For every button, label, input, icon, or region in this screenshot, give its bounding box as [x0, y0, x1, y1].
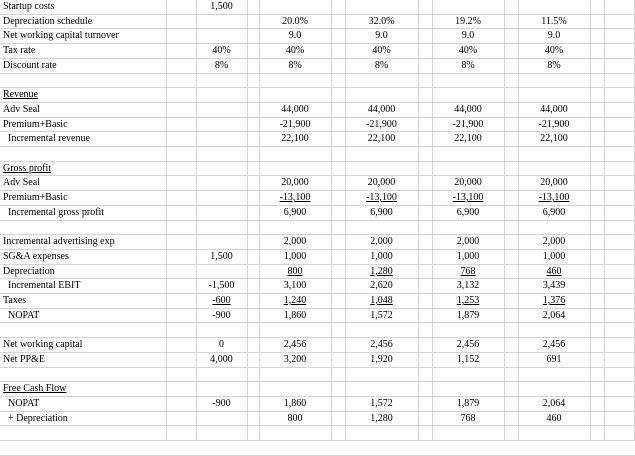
row-label[interactable]: Net working capital	[3, 339, 83, 350]
row-label[interactable]: Net working capital turnover	[3, 30, 119, 41]
value-cell[interactable]: 1,240	[283, 295, 307, 306]
value-cell[interactable]: 1,920	[370, 354, 393, 365]
value-cell[interactable]: 22,100	[540, 133, 568, 144]
value-cell[interactable]: 8%	[288, 60, 302, 71]
value-cell[interactable]: 3,200	[283, 354, 307, 365]
grid-row-line	[0, 381, 635, 382]
value-cell[interactable]: 1,000	[370, 251, 393, 262]
value-cell[interactable]: 768	[460, 413, 476, 424]
row-label[interactable]: Incremental revenue	[8, 133, 90, 144]
value-cell[interactable]: -13,100	[366, 192, 397, 203]
value-cell[interactable]: 3,132	[456, 280, 480, 291]
value-cell[interactable]: 9.0	[461, 30, 475, 41]
value-cell[interactable]: -21,900	[538, 119, 570, 130]
value-cell[interactable]: 1,000	[456, 251, 480, 262]
value-cell[interactable]: 1,000	[542, 251, 566, 262]
value-cell[interactable]: 40%	[544, 45, 564, 56]
row-label[interactable]: Discount rate	[3, 60, 57, 71]
row-label[interactable]: Premium+Basic	[3, 192, 68, 203]
value-cell[interactable]: 1,000	[283, 251, 307, 262]
value-cell[interactable]: 1,860	[283, 310, 307, 321]
value-cell[interactable]: 1,280	[370, 266, 393, 277]
value-cell[interactable]: 22,100	[367, 133, 396, 144]
row-label[interactable]: Revenue	[3, 89, 38, 100]
value-cell[interactable]: 44,000	[281, 104, 309, 115]
value-cell[interactable]: 800	[287, 413, 303, 424]
value-cell[interactable]: -900	[212, 398, 231, 409]
value-cell[interactable]: 11.5%	[541, 16, 567, 27]
value-cell[interactable]: 9.0	[547, 30, 561, 41]
value-cell[interactable]: 460	[546, 413, 562, 424]
value-cell[interactable]: 8%	[374, 60, 389, 71]
value-cell[interactable]: 691	[546, 354, 562, 365]
value-cell[interactable]: 9.0	[375, 30, 388, 41]
row-label[interactable]: Incremental gross profit	[8, 207, 105, 218]
value-cell[interactable]: -600	[212, 295, 231, 306]
value-cell[interactable]: 8%	[214, 60, 229, 71]
value-cell[interactable]: 19.2%	[455, 16, 481, 27]
value-cell[interactable]: 32.0%	[368, 16, 395, 27]
value-cell[interactable]: 1,860	[283, 398, 307, 409]
value-cell[interactable]: 22,100	[454, 133, 482, 144]
row-label[interactable]: Depreciation schedule	[3, 16, 93, 27]
row-label[interactable]: SG&A expenses	[3, 251, 69, 262]
value-cell[interactable]: 2,456	[456, 339, 480, 350]
value-cell[interactable]: 1,280	[370, 413, 393, 424]
row-label[interactable]: NOPAT	[8, 310, 40, 321]
value-cell[interactable]: 40%	[372, 45, 391, 56]
row-label[interactable]: Premium+Basic	[3, 119, 68, 130]
value-cell[interactable]: 2,456	[370, 339, 393, 350]
row-label[interactable]: + Depreciation	[8, 413, 68, 424]
row-label[interactable]: Incremental advertising exp	[3, 236, 115, 247]
value-cell[interactable]: 40%	[285, 45, 305, 56]
value-cell[interactable]: -13,100	[538, 192, 570, 203]
value-cell[interactable]: -21,900	[452, 119, 484, 130]
value-cell[interactable]: 2,000	[542, 236, 566, 247]
value-cell[interactable]: 40%	[458, 45, 478, 56]
grid-row-line	[0, 146, 635, 147]
grid-row-line	[0, 161, 635, 162]
value-cell[interactable]: -900	[212, 310, 231, 321]
grid-row-line	[0, 440, 635, 441]
row-label[interactable]: Free Cash Flow	[3, 383, 67, 394]
value-cell[interactable]: 800	[287, 266, 303, 277]
value-cell[interactable]: -21,900	[279, 119, 311, 130]
value-cell[interactable]: 20.0%	[282, 16, 308, 27]
row-label[interactable]: Gross profit	[3, 163, 52, 174]
row-label[interactable]: Net PP&E	[3, 354, 45, 365]
value-cell[interactable]: 40%	[212, 45, 231, 56]
row-label[interactable]: Adv Seal	[3, 104, 40, 115]
value-cell[interactable]: 6,900	[456, 207, 480, 218]
value-cell[interactable]: 460	[546, 266, 562, 277]
value-cell[interactable]: 2,620	[370, 280, 393, 291]
value-cell[interactable]: -13,100	[279, 192, 311, 203]
value-cell[interactable]: 2,456	[542, 339, 566, 350]
value-cell[interactable]: 1,048	[370, 295, 393, 306]
grid-row-line	[0, 367, 635, 368]
value-cell[interactable]: 1,500	[210, 1, 233, 12]
value-cell[interactable]: 3,439	[542, 280, 566, 291]
value-cell[interactable]: 2,000	[283, 236, 307, 247]
value-cell[interactable]: 1,572	[370, 310, 393, 321]
value-cell[interactable]: 768	[460, 266, 476, 277]
grid-row-line	[0, 87, 635, 88]
row-label[interactable]: Depreciation	[3, 266, 55, 277]
value-cell[interactable]: 44,000	[454, 104, 482, 115]
value-cell[interactable]: -13,100	[452, 192, 484, 203]
row-label[interactable]: Incremental EBIT	[8, 280, 81, 291]
value-cell[interactable]: 0	[219, 339, 224, 350]
value-cell[interactable]: 1,572	[370, 398, 393, 409]
value-cell[interactable]: 9.0	[288, 30, 302, 41]
value-cell[interactable]: 6,900	[542, 207, 566, 218]
value-cell[interactable]: 44,000	[540, 104, 568, 115]
value-cell[interactable]: 2,000	[456, 236, 480, 247]
value-cell[interactable]: 8%	[461, 60, 475, 71]
value-cell[interactable]: 2,064	[542, 398, 566, 409]
value-cell[interactable]: 1,500	[210, 251, 233, 262]
value-cell[interactable]: 20,000	[281, 177, 309, 188]
value-cell[interactable]: 8%	[547, 60, 561, 71]
value-cell[interactable]: 1,152	[456, 354, 480, 365]
value-cell[interactable]: 20,000	[454, 177, 482, 188]
value-cell[interactable]: 4,000	[210, 354, 233, 365]
grid-row-line	[0, 73, 635, 74]
value-cell[interactable]: 2,456	[283, 339, 307, 350]
row-label[interactable]: Taxes	[3, 295, 27, 306]
value-cell[interactable]: -1,500	[208, 280, 235, 291]
value-cell[interactable]: 20,000	[540, 177, 568, 188]
value-cell[interactable]: 2,000	[370, 236, 393, 247]
row-label[interactable]: NOPAT	[8, 398, 40, 409]
grid-row-line	[0, 220, 635, 221]
value-cell[interactable]: 3,100	[283, 280, 307, 291]
row-label[interactable]: Startup costs	[3, 1, 55, 12]
value-cell[interactable]: 44,000	[367, 104, 396, 115]
value-cell[interactable]: 6,900	[370, 207, 393, 218]
value-cell[interactable]: 22,100	[281, 133, 309, 144]
value-cell[interactable]: 6,900	[283, 207, 307, 218]
value-cell[interactable]: -21,900	[366, 119, 397, 130]
value-cell[interactable]: 2,064	[542, 310, 566, 321]
value-cell[interactable]: 1,879	[456, 310, 480, 321]
row-label[interactable]: Adv Seal	[3, 177, 40, 188]
row-label[interactable]: Tax rate	[3, 45, 36, 56]
value-cell[interactable]: 1,879	[456, 398, 480, 409]
value-cell[interactable]: 1,253	[456, 295, 480, 306]
value-cell[interactable]: 1,376	[542, 295, 566, 306]
value-cell[interactable]: 20,000	[367, 177, 396, 188]
